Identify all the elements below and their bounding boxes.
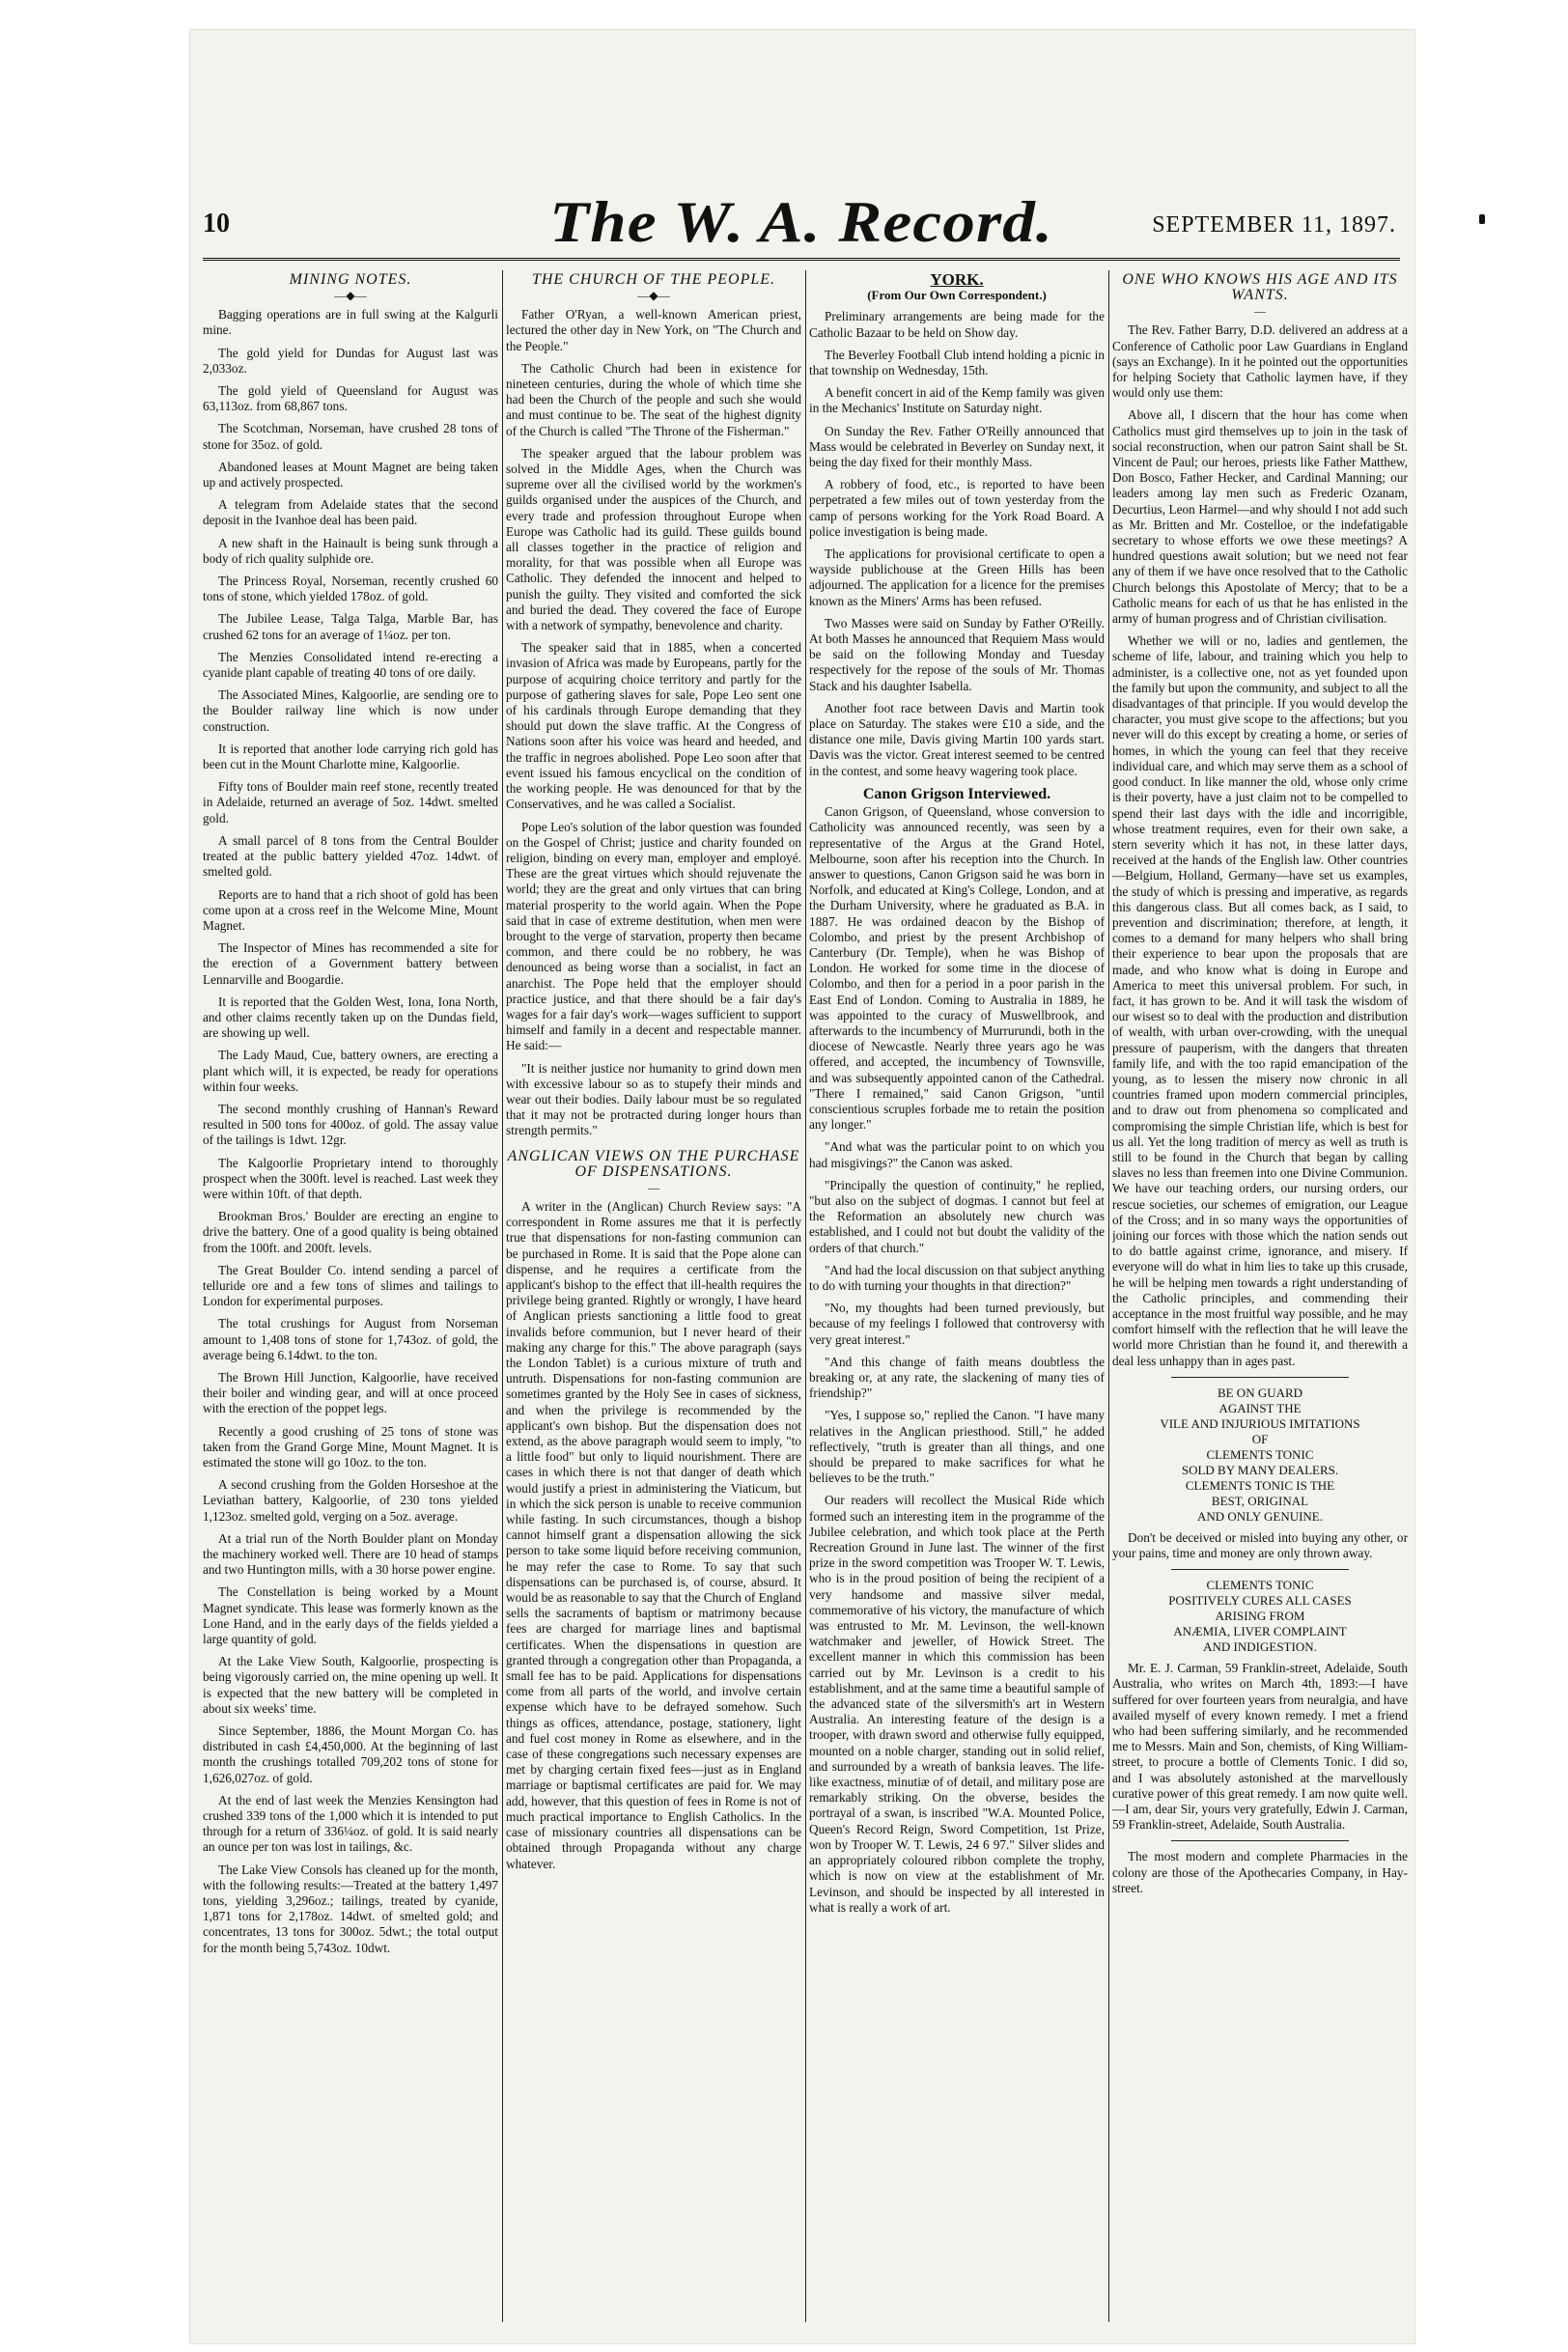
column-mining-notes — [203, 270, 498, 2327]
section-heading: ANGLICAN VIEWS ON THE PURCHASE OF DISPENSATIONS. — [507, 1147, 800, 1180]
article-paragraph: Above all, I discern that the hour has come when Catholics must gird themselves up to join in the task of social reconstruction, when our patron Saint shall be St. Vincent de Paul; our heroes, priests like Father Matthew, Don Bosco, Father Hecker, and Cardinal Manning; our leaders among lay men such as Frederic Ozanam, Decurtius, Leon Harmel—and why should I not add such as Mr. Britten and Mr. Costelloe, or the indefatigable secretary to whose efforts we owe these meetings? A hundred questions await solution; but we need not fear any of them if we have once resolved that to the Catholic Church belongs this Apostolate of Mercy; that to be a Catholic means for each of us that he has enlisted in the army of human progress and of Christian civilisation. — [1112, 407, 1408, 627]
ad-divider — [1171, 1569, 1349, 1570]
article-paragraph: The Lady Maud, Cue, battery owners, are erecting a plant which will, it is expected, be ready for operations within four weeks. — [203, 1048, 498, 1094]
section-heading: THE CHURCH OF THE PEOPLE. — [531, 271, 776, 288]
article-paragraph: Abandoned leases at Mount Magnet are being taken up and actively prospected. — [203, 459, 498, 490]
article-paragraph: The Lake View Consols has cleaned up for the month, with the following results:—Treated at the battery 1,497 tons, yielding 3,296oz.; tailings, treated by cyanide, 1,871 tons for 2,178oz. 14dwt. of smelted gold; and concentrates, 13 tons for 300oz. 5dwt.; the total output for the month being 5,743oz. 10dwt. — [203, 1862, 498, 1955]
article-body — [506, 307, 801, 1138]
section-heading: YORK. — [930, 270, 984, 289]
article-paragraph: Fifty tons of Boulder main reef stone, recently treated in Adelaide, returned an average of 5oz. 14dwt. smelted gold. — [203, 779, 498, 826]
advertisement-block — [1112, 1578, 1408, 1655]
article-paragraph: At the end of last week the Menzies Kensington had crushed 339 tons of the 1,000 which it is intended to put through for a return of 336¼oz. of gold. It is said nearly an ounce per ton was lost in tailings, &c. — [203, 1792, 498, 1855]
newspaper-page — [189, 29, 1415, 2344]
article-paragraph: The speaker said that in 1885, when a concerted invasion of Africa was made by Europeans, partly for the purpose of acquiring choice territory and partly for the purpose of gathering slaves for sale, Pope Leo sent one of his cardinals through Europe demanding that they should put down the slave traffic. At the Congress of Nations soon after his voice was heard and heeded, and the traffic in negroes abolished. Pope Leo soon after that event issued his famous encyclical on the condition of the working people. He was denounced for that by the Conservatives, and he was called a Socialist. — [506, 640, 801, 812]
page-number: 10 — [203, 209, 230, 238]
ad-line: ARISING FROM — [1215, 1609, 1305, 1624]
issue-date: SEPTEMBER 11, 1897. — [1152, 212, 1396, 238]
ad-line: AGAINST THE — [1218, 1400, 1302, 1415]
article-paragraph: A benefit concert in aid of the Kemp family was given in the Mechanics' Institute on Saturday night. — [809, 385, 1105, 416]
article-body — [506, 1199, 801, 1872]
article-paragraph: The Catholic Church had been in existence for nineteen centuries, during the whole of which time she had been the Church of the people and such she would and must continue to be. The seat of the highest dignity of the Church is called "The Throne of the Fisherman." — [506, 360, 801, 438]
article-paragraph: Two Masses were said on Sunday by Father O'Reilly. At both Masses he announced that Requiem Mass would be said on the following Monday and Tuesday respectively for the repose of the souls of Mr. Thomas Stack and his daughter Isabella. — [809, 615, 1105, 693]
ad-divider — [1171, 1377, 1349, 1378]
column-york — [809, 270, 1105, 2327]
article-paragraph: It is reported that the Golden West, Iona, Iona North, and other claims recently taken up on the Dundas field, are showing up well. — [203, 994, 498, 1041]
article-paragraph: It is reported that another lode carrying rich gold has been cut in the Mount Charlotte mine, Kalgoorlie. — [203, 741, 498, 772]
newspaper-title: The W. A. Record. — [549, 190, 1053, 254]
ad-line: AND ONLY GENUINE. — [1197, 1508, 1323, 1524]
article-body — [203, 307, 498, 1956]
article-body — [1112, 322, 1408, 1368]
article-paragraph: Since September, 1886, the Mount Morgan Co. has distributed in cash £4,450,000. At the beginning of last month the crushings totalled 709,202 tons of stone for 1,626,027oz. of gold. — [203, 1723, 498, 1785]
article-paragraph: The Kalgoorlie Proprietary intend to thoroughly prospect when the 300ft. level is reached. Last week they were within 10ft. of that depth. — [203, 1155, 498, 1201]
article-paragraph: A small parcel of 8 tons from the Central Boulder treated at the public battery yielded 47oz. 14dwt. of smelted gold. — [203, 832, 498, 880]
article-paragraph: Bagging operations are in full swing at the Kalgurli mine. — [203, 307, 498, 338]
article-paragraph: The Princess Royal, Norseman, recently crushed 60 tons of stone, which yielded 178oz. of gold. — [203, 574, 498, 604]
ad-line: CLEMENTS TONIC — [1206, 1446, 1314, 1462]
ad-line: OF — [1251, 1431, 1269, 1446]
section-subheading: (From Our Own Correspondent.) — [867, 288, 1047, 303]
article-body — [809, 309, 1105, 778]
article-paragraph: "Principally the question of continuity," he replied, "but also on the subject of dogmas. I cannot but feel at the Reformation an absolutely new church was established, and I could not but doubt the validity of the orders of that church." — [809, 1177, 1105, 1255]
article-paragraph: Our readers will recollect the Musical Ride which formed such an interesting item in the programme of the Jubilee celebration, and which took place at the Perth Recreation Ground in June last. The winner of the first prize in the sword competition was Trooper W. T. Lewis, who is in the proud position of being the recipient of a very handsome and massive silver medal, commemorative of his victory, the manufacture of which was entrusted to Mr. M. Levinson, the well-known watchmaker and jeweller, of Howick Street. The excellent manner in which this commission has been carried out by Mr. Levinson is a credit to his establishment, and at the same time a beautiful sample of the advanced state of the silversmith's art in Western Australia. An interesting feature of the design is a trooper, with drawn sword and otherwise fully equipped, mounted on a noble charger, standing out in solid relief, and surrounded by a wreath of banksia leaves. The life-like exactness, minutiæ of of detail, and military pose are remarkably striking. On the obverse, besides the portrayal of a swan, is inscribed "W.A. Mounted Police, Queen's Record Reign, Sword Competition, 1st Prize, won by Trooper W. T. Lewis, 24 6 97." Silver slides and an appropriately coloured ribbon complete the trophy, which is now on view at the establishment of Mr. Levinson, and should be inspected by all interested in what is really a work of art. — [809, 1493, 1105, 1915]
article-paragraph: Canon Grigson, of Queensland, whose conversion to Catholicity was announced recently, was seen by a representative of the Argus at the Grand Hotel, Melbourne, soon after his reception into the Church. In answer to questions, Canon Grigson said he was born in Norfolk, and educated at King's College, London, and at the Durham University, where he graduated as B.A. in 1887. He was ordained deacon by the Bishop of Colombo, and priest by the present Archbishop of Canterbury (Dr. Temple), when he was Bishop of London. He worked for some time in the diocese of Colombo, and then for a period in a poor parish in the East End of London. Coming to Australia in 1889, he was appointed to the curacy of Muswellbrook, and afterwards to the incumbency of Murrurundi, both in the diocese of Newcastle. Nearly three years ago he was offered, and accepted, the incumbency of Townsville, and was subsequently appointed canon of the Cathedral. "There I remained," said Canon Grigson, "until conscientious scruples forbade me to retain the position any longer." — [809, 804, 1105, 1133]
article-paragraph: The Menzies Consolidated intend re-erecting a cyanide plant capable of treating 40 tons of ore daily. — [203, 649, 498, 681]
article-paragraph: The applications for provisional certificate to open a wayside publichouse at the Green Hills has been adjourned. The application for a licence for the premises known as the Miners' Arms has been refused. — [809, 546, 1105, 608]
ad-text: The most modern and complete Pharmacies in the colony are those of the Apothecaries Company, in Hay-street. — [1112, 1849, 1408, 1895]
article-paragraph: The speaker argued that the labour problem was solved in the Middle Ages, when the Church was supreme over all the civilised world by the workmen's guilds organised under the auspices of the Church, and every trade and profession throughout Europe when Europe was Catholic had its guild. These guilds bound all classes together in the practice of religion and morality, for that was possible when all Europe was Catholic. They defended the innocent and helped to punish the guilty. They visited and comforted the sick and buried the dead. They covered the face of Europe with a network of sympathy, benevolence and charity. — [506, 445, 801, 633]
ad-line: ANÆMIA, LIVER COMPLAINT — [1173, 1624, 1347, 1639]
ornament-divider: —◆— — [637, 289, 670, 303]
article-paragraph: At the Lake View South, Kalgoorlie, prospecting is being vigorously carried on, the mine opening up well. It is expected that the new battery will be completed in about six weeks' time. — [203, 1654, 498, 1716]
ad-line: SOLD BY MANY DEALERS. — [1181, 1462, 1339, 1477]
ad-text: Don't be deceived or misled into buying any other, or your pains, time and money are only thrown away. — [1112, 1529, 1408, 1561]
article-paragraph: The second monthly crushing of Hannan's Reward resulted in 500 tons for 400oz. of gold. The assay value of the tailings is 1dwt. 12gr. — [203, 1101, 498, 1148]
article-paragraph: On Sunday the Rev. Father O'Reilly announced that Mass would be celebrated in Beverley on Sunday next, it being the day fixed for their monthly Mass. — [809, 423, 1105, 470]
article-paragraph: "It is neither justice nor humanity to grind down men with excessive labour so as to stupefy their minds and wear out their bodies. Daily labour must be so regulated that it may not be protracted during longer hours than strength permits." — [506, 1060, 801, 1138]
article-paragraph: The Rev. Father Barry, D.D. delivered an address at a Conference of Catholic poor Law Guardians in England (says an Exchange). In it he pointed out the opportunities for helping Society that Catholic laymen have, if they would only use them: — [1112, 322, 1408, 401]
article-paragraph: A second crushing from the Golden Horseshoe at the Leviathan battery, Kalgoorlie, of 230 tons yielded 1,123oz. smelted gold, verging on a 5oz. average. — [203, 1477, 498, 1524]
article-paragraph: "And had the local discussion on that subject anything to do with turning your thoughts in that direction?" — [809, 1262, 1105, 1293]
ad-divider — [1171, 1840, 1349, 1841]
article-paragraph: The Constellation is being worked by a Mount Magnet syndicate. This lease was formerly known as the Lone Hand, and in the early days of the fields yielded a large quantity of gold. — [203, 1584, 498, 1647]
article-paragraph: Recently a good crushing of 25 tons of stone was taken from the Grand Gorge Mine, Mount Magnet. It is estimated the stone will go 10oz. to the ton. — [203, 1423, 498, 1470]
ad-line: CLEMENTS TONIC — [1206, 1578, 1314, 1593]
ornament-divider: — — [648, 1180, 659, 1194]
article-paragraph: Another foot race between Davis and Martin took place on Saturday. The stakes were £10 a side, and the distance one mile, Davis giving Martin 100 yards start. Davis was the victor. Great interest seemed to be centred in the contest, and some heavy wagering took place. — [809, 700, 1105, 778]
ad-line: AND INDIGESTION. — [1203, 1639, 1317, 1655]
ad-line: POSITIVELY CURES ALL CASES — [1168, 1593, 1352, 1609]
article-paragraph: "And this change of faith means doubtless the breaking or, at any rate, the slackening of many ties of friendship?" — [809, 1354, 1105, 1401]
article-paragraph: "And what was the particular point to on which you had misgivings?" the Canon was asked. — [809, 1139, 1105, 1170]
article-paragraph: At a trial run of the North Boulder plant on Monday the machinery worked well. There are 10 head of stamps and two Huntington mills, with a 30 horse power engine. — [203, 1530, 498, 1578]
article-paragraph: The Associated Mines, Kalgoorlie, are sending ore to the Boulder railway line which is now under construction. — [203, 687, 498, 734]
article-paragraph: Brookman Bros.' Boulder are erecting an engine to drive the battery. One of a good quality is being obtained from the 100ft. and 200ft. levels. — [203, 1209, 498, 1255]
article-paragraph: The Inspector of Mines has recommended a site for the erection of a Government battery between Lennarville and Boogardie. — [203, 940, 498, 987]
article-paragraph: The Brown Hill Junction, Kalgoorlie, have received their boiler and winding gear, and will at once proceed with the erection of the poppet legs. — [203, 1369, 498, 1416]
column-divider — [805, 270, 806, 2322]
advertisement-block — [1112, 1386, 1408, 1525]
column-church-of-the-people — [506, 270, 801, 2327]
article-paragraph: A writer in the (Anglican) Church Review says: "A correspondent in Rome assures me that it is perfectly true that dispensations for non-fasting communion can be purchased in Rome. It is said that the Pope alone can dispense, and he requires a certificate from the applicant's bishop to the effect that ill-health requires the privilege being granted. Rightly or wrongly, I have heard of Anglican priests sanctioning a little food to great invalids before communion, but I never heard of their making any charge for this." The above paragraph (says the London Tablet) is a curious mixture of truth and untruth. Dispensations for non-fasting communion are sometimes granted by the Holy See in cases of sickness, and when the privilege is recommended by the applicant's own bishop. But the dispensation does not extend, as the above paragraph would seem to imply, "to a little food" but only to liquid nourishment. There are cases in which there is not that danger of death which would justify a priest in administering the Viaticum, but in which the sick person is unable to receive communion while fasting. In such circumstances, though a bishop cannot himself grant a dispensation allowing the sick person to take some liquid before receiving communion, he may refer the case to Rome. To say that such dispensations can be purchased is, of course, absurd. It would be as reasonable to say that the Church of England sells the sacraments of baptism or matrimony because fees are charged for marriage lines and baptismal certificates. When the dispensations in question are granted through a congregation other than Propaganda, a small fee has to be paid. Applications for dispensations come from all parts of the world, and involve certain expense which have to be defrayed somehow. Such things as offices, attendance, postage, stationery, light and fuel cost money in Rome as elsewhere, and in the case of these congregations such necessary expenses are met by charging certain fixed fees—just as in England marriage or baptismal certificates are paid for. We may add, however, that this question of fees in Rome is not of much practical importance to English Catholics. In the case of missionary countries all dispensations can be obtained through Propaganda without any charge whatever. — [506, 1198, 801, 1871]
article-paragraph: A telegram from Adelaide states that the second deposit in the Ivanhoe deal has been paid. — [203, 497, 498, 528]
article-paragraph: Whether we will or no, ladies and gentlemen, the scheme of life, labour, and training which you help to administer, is a collective one, not as yet founded upon the family but upon the community, and subject to all the disadvantages of that principle. If you would develop the character, you must give scope to the affections; but you never will do this except by creating a home, or series of homes, in which the young can feel that they receive individual care, and which may serve them as a school of good conduct. In like manner the old, whose only crime is their poverty, have a just claim not to be compelled to spend their last days with the idle and incorrigible, whose treatment requires, even for their own sake, a stern severity which it has not, in these latter days, received at the hands of the English law. Other countries—Belgium, Holland, Germany—have set us examples, the study of which is pressing and imperative, as regards this dangerous class. But all comes back, as I said, to prevention and discrimination; therefore, at length, it comes to a demand for many helpers who shall bring their experience to bear upon the proposals that are made, and who know what is doing in Europe and America to meet this universal problem. For such, in fact, it has grown to be. And it will task the wisdom of our wisest so to deal with the production and distribution of wealth, with urban over-crowding, with the unequal pressure of pauperism, with the dangers that threaten family life, and with the too rapid emancipation of the young, as to lessen the misery now chronic in all countries framed upon modern commercial principles, and to draw out from phenomena so complicated and compromising the simple Christian life, which is best for us all. Yet the long tradition of mercy as well as truth is still to be found in the Church that began by calling slaves no less than freemen into one Divine Communion. We have our teaching orders, our nursing orders, our rescue societies, our schemes of emigration, our League of the Cross; and in so many ways the opportunities of joining our forces with those which the nation sends out to do battle against crime, ignorance, and misery. If everyone will do what in him lies to take up this crusade, he will be helping men towards a right understanding of the Catholic principles, and commending their acceptance in the most fruitful way possible, and he may comfort himself with the reflection that he will leave the world more Christian than he found it, and therewith a deal less unhappy than in ages past. — [1112, 633, 1408, 1368]
ad-line: BE ON GUARD — [1217, 1385, 1303, 1400]
article-paragraph: The gold yield of Queensland for August was 63,113oz. from 68,867 tons. — [203, 383, 498, 414]
article-paragraph: The Beverley Football Club intend holding a picnic in that township on Wednesday, 15th. — [809, 347, 1105, 378]
section-heading: ONE WHO KNOWS HIS AGE AND ITS WANTS. — [1122, 271, 1398, 304]
article-paragraph: A robbery of food, etc., is reported to have been perpetrated a few miles out of town yesterday from the camp of persons working for the York Road Board. A police investigation is being made. — [809, 477, 1105, 539]
section-heading: Canon Grigson Interviewed. — [862, 785, 1051, 802]
section-heading: MINING NOTES. — [289, 271, 412, 288]
article-paragraph: The gold yield for Dundas for August last was 2,033oz. — [203, 345, 498, 376]
article-paragraph: Father O'Ryan, a well-known American priest, lectured the other day in New York, on "The Church and the People." — [506, 307, 801, 353]
article-paragraph: The Scotchman, Norseman, have crushed 28 tons of stone for 35oz. of gold. — [203, 421, 498, 452]
article-paragraph: The Great Boulder Co. intend sending a parcel of telluride ore and a few tons of slimes and tailings to London for experimental purposes. — [203, 1262, 498, 1309]
article-paragraph: "Yes, I suppose so," replied the Canon. "I have many relatives in the Anglican priesthood. Still," he added reflectively, "truth is greater than all things, and one should be prepared to make sacrifices for what he believes to be the truth." — [809, 1408, 1105, 1486]
masthead — [203, 191, 1400, 261]
ornament-divider: — — [1254, 304, 1266, 319]
article-paragraph: A new shaft in the Hainault is being sunk through a body of rich quality sulphide ore. — [203, 535, 498, 566]
article-paragraph: "No, my thoughts had been turned previously, but because of my feelings I followed that controversy with very great interest." — [809, 1301, 1105, 1347]
ad-text: Mr. E. J. Carman, 59 Franklin-street, Adelaide, South Australia, who writes on March 4th, 1893:—I have suffered for over fourteen years from neuralgia, and have availed myself of every known remedy. I met a friend who had been suffering similarly, and he recommended me to Messrs. Main and Son, chemists, of King William-street, to procure a bottle of Clements Tonic. I did so, and I was absolutely astonished at the marvellously curative power of this great remedy. I am now quite well.—I am, dear Sir, yours very gratefully, Edwin J. Carman, 59 Franklin-street, Adelaide, South Australia. — [1112, 1661, 1408, 1833]
ornament-divider: —◆— — [334, 289, 367, 303]
column-one-who-knows — [1112, 270, 1408, 2327]
ad-line: VILE AND INJURIOUS IMITATIONS — [1160, 1415, 1360, 1431]
article-paragraph: Preliminary arrangements are being made for the Catholic Bazaar to be held on Show day. — [809, 309, 1105, 340]
column-divider — [1108, 270, 1109, 2322]
column-divider — [502, 270, 503, 2322]
article-paragraph: The Jubilee Lease, Talga Talga, Marble Bar, has crushed 62 tons for an average of 1¼oz. per ton. — [203, 611, 498, 642]
article-body — [809, 804, 1105, 1916]
margin-mark — [1479, 214, 1485, 224]
article-paragraph: Reports are to hand that a rich shoot of gold has been come upon at a cross reef in the Welcome Mine, Mount Magnet. — [203, 886, 498, 933]
article-paragraph: The total crushings for August from Norseman amount to 1,408 tons of stone for 1,743oz. of gold, the average being 6.14dwt. to the ton. — [203, 1316, 498, 1362]
ad-line: BEST, ORIGINAL — [1211, 1493, 1309, 1508]
ad-line: CLEMENTS TONIC IS THE — [1185, 1477, 1335, 1493]
article-paragraph: Pope Leo's solution of the labor question was founded on the Gospel of Christ; justice and charity founded on religion, binding on every man, employer and employé. These are the great virtues which should rejuvenate the world; they are the great and only virtues that can bring material prosperity to the world again. When the Pope said that in case of extreme destitution, when men were brought to the verge of starvation, property then became common, and there could be no robbery, he was denounced as being worse than a socialist, in fact an anarchist. The Pope held that the employer should practice justice, and that there should be a fair day's wages for a fair day's work—wages sufficient to support himself and family in a decent and respectable manner. He said:— — [506, 819, 801, 1053]
